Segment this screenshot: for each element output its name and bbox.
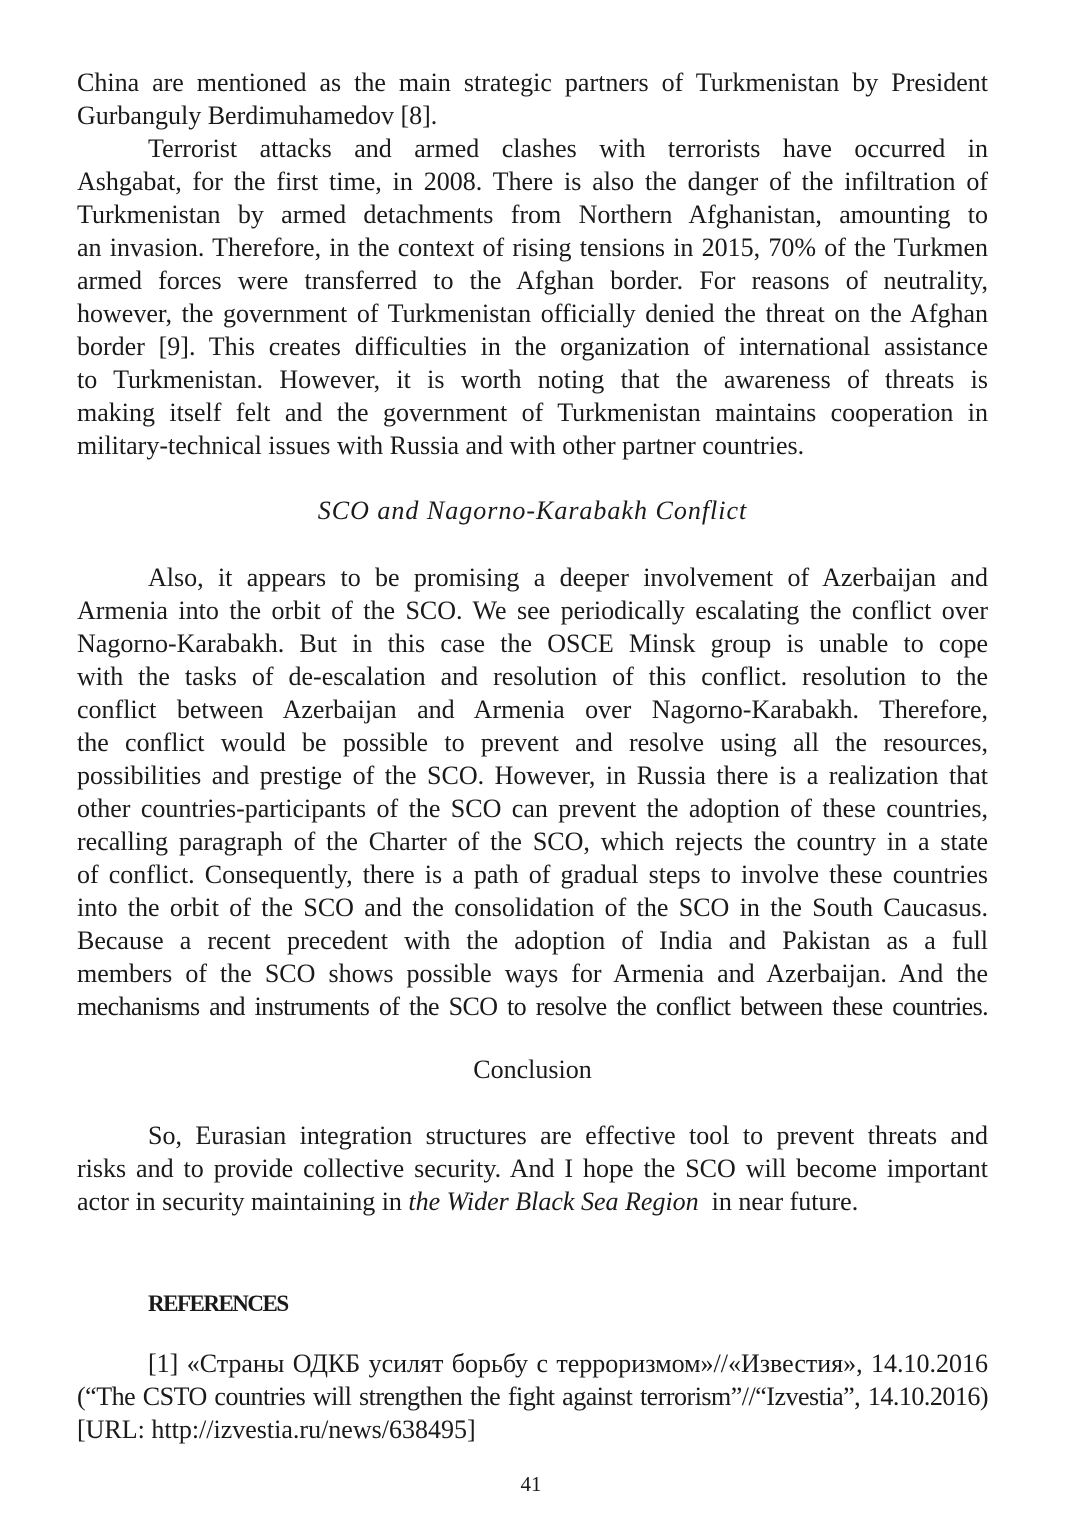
text-line: risks and to provide collective security. And I hope the SCO will become important — [77, 1154, 988, 1183]
body-text-conclusion — [77, 1119, 988, 1218]
text-line: China are mentioned as the main strategic partners of Turkmenistan by President — [77, 68, 988, 97]
conclusion-heading: Conclusion — [473, 1055, 592, 1084]
text-segment: actor in security maintaining in — [77, 1187, 409, 1216]
text-line: other countries-participants of the SCO can prevent the adoption of these countries, — [77, 794, 988, 823]
text-line: the conflict would be possible to prevent and resolve using all the resources, — [77, 728, 988, 757]
text-segment: in near future. — [698, 1187, 859, 1216]
text-line: however, the government of Turkmenistan officially denied the threat on the Afghan — [77, 299, 988, 328]
references-list — [77, 1347, 988, 1446]
text-line: Nagorno-Karabakh. But in this case the OSCE Minsk group is unable to cope — [77, 629, 988, 658]
reference-line: [1] «Страны ОДКБ усилят борьбу с терроризмом»//«Известия», 14.10.2016 — [148, 1349, 988, 1378]
reference-line: [URL: http://izvestia.ru/news/638495] — [77, 1415, 476, 1444]
text-line: of conflict. Consequently, there is a path of gradual steps to involve these countries — [77, 860, 988, 889]
text-line: mechanisms and instruments of the SCO to resolve the conflict between these countries. — [77, 992, 988, 1021]
text-line: Also, it appears to be promising a deeper involvement of Azerbaijan and — [148, 563, 988, 592]
page-number: 41 — [520, 1472, 542, 1496]
references-title: REFERENCES — [148, 1291, 288, 1316]
text-line: Gurbanguly Berdimuhamedov [8]. — [77, 101, 438, 130]
text-line: with the tasks of de-escalation and resolution of this conflict. resolution to the — [77, 662, 988, 691]
text-line: recalling paragraph of the Charter of the SCO, which rejects the country in a state — [77, 827, 988, 856]
text-line: military-technical issues with Russia and with other partner countries. — [77, 431, 805, 460]
text-line: members of the SCO shows possible ways for Armenia and Azerbaijan. And the — [77, 959, 988, 988]
text-line: Terrorist attacks and armed clashes with terrorists have occurred in — [148, 134, 988, 163]
text-line — [77, 1185, 988, 1218]
italic-phrase: the Wider Black Sea Region — [408, 1187, 699, 1216]
body-text-sco — [77, 561, 988, 1023]
text-line: armed forces were transferred to the Afghan border. For reasons of neutrality, — [77, 266, 988, 295]
text-line: Turkmenistan by armed detachments from Northern Afghanistan, amounting to — [77, 200, 988, 229]
text-line: to Turkmenistan. However, it is worth noting that the awareness of threats is — [77, 365, 988, 394]
text-line: border [9]. This creates difficulties in the organization of international assistance — [77, 332, 988, 361]
body-text-top — [77, 66, 988, 462]
text-line: Because a recent precedent with the adoption of India and Pakistan as a full — [77, 926, 988, 955]
text-line: an invasion. Therefore, in the context of rising tensions in 2015, 70% of the Turkmen — [77, 233, 988, 262]
section-heading: SCO and Nagorno-Karabakh Conflict — [317, 496, 748, 525]
text-line: into the orbit of the SCO and the consolidation of the SCO in the South Caucasus. — [77, 893, 988, 922]
text-line: making itself felt and the government of Turkmenistan maintains cooperation in — [77, 398, 988, 427]
text-line: Ashgabat, for the first time, in 2008. There is also the danger of the infiltration of — [77, 167, 988, 196]
text-line: possibilities and prestige of the SCO. However, in Russia there is a realization that — [77, 761, 988, 790]
text-line: Armenia into the orbit of the SCO. We see periodically escalating the conflict over — [77, 596, 988, 625]
reference-line: (“The CSTO countries will strengthen the fight against terrorism”//“Izvestia”, 14.10.2016) — [77, 1382, 988, 1411]
text-line: So, Eurasian integration structures are effective tool to prevent threats and — [148, 1121, 988, 1150]
text-line: conflict between Azerbaijan and Armenia over Nagorno-Karabakh. Therefore, — [77, 695, 988, 724]
